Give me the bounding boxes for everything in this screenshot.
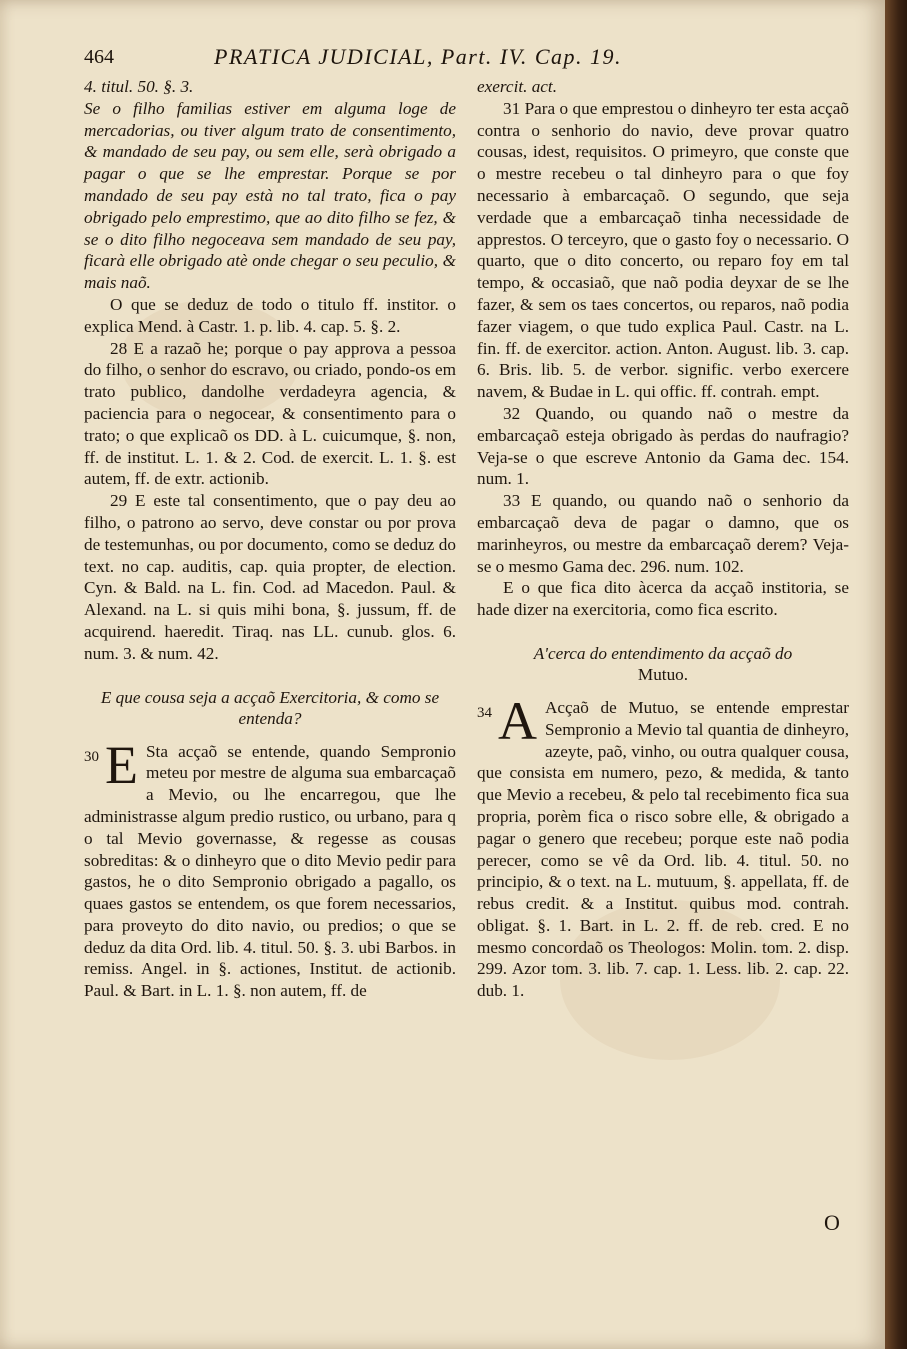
section-heading: E que cousa seja a acçaõ Exercitoria, & como se entenda? bbox=[100, 687, 440, 728]
paragraph-34 bbox=[477, 690, 849, 1002]
catchword: O bbox=[824, 1210, 840, 1235]
paragraph-number: 34 bbox=[477, 704, 492, 721]
drop-cap: E bbox=[105, 734, 138, 795]
paragraph-32: 32 Quando, ou quando naõ o mestre da embarcaçaõ esteja obrigado às perdas do naufragio? Veja-se o que escreve Antonio da Gama dec. 154. num. 1. bbox=[477, 403, 849, 489]
heading-line: Mutuo. bbox=[637, 664, 689, 684]
paragraph-28: 28 E a razaõ he; porque o pay approva a pessoa do filho, o senhor do escravo, ou criado, pondo-os em trato publico, dandolhe verdadeyra agencia, & paciencia para o negocear, & consentimento para o trato; o que explicaõ os DD. à L. cuicumque, §. non, ff. de institut. L. 1. & 2. Cod. de exercit. L. 1. §. est autem, ff. de extr. actionib. bbox=[84, 338, 456, 489]
paragraph-text: Sta acçaõ se entende, quando Sempronio meteu por mestre de alguma sua embarcaçaõ a Mevio, ou lhe encarregou, que lhe administrasse algum predio rustico, ou urbano, para q o tal Mevio governasse, & regesse as cousas sobreditas: & o dinheyro que o dito Mevio pedir para gastos, he o dito Sempronio obrigado a pagallo, os quaes gastos se entendem, os que forem necessarios, para proveyto do dito navio, ou predios; o que se deduz da dita Ord. lib. 4. titul. 50. §. 3. ubi Barbos. in remiss. Angel. in §. actiones, Institut. de actionib. Paul. & Bart. in L. 1. §. non autem, ff. de bbox=[84, 741, 456, 1001]
paragraph-text: Acçaõ de Mutuo, se entende emprestar Sempronio a Mevio tal quantia de dinheyro, azeyte, paõ, vinho, ou outra qualquer cousa, que consista em numero, pezo, & medida, & tanto que Mevio a recebeu, & pelo tal recebimento fica sua propria, porèm fica o risco sobre elle, & obrigado a pagar o genero que recebeu; porque este naõ podia perecer, como se vê da Ord. lib. 4. titul. 50. no principio, & o text. na L. mutuum, §. appellata, ff. de rebus credit. & a Institut. quibus mod. contrah. obligat. §. 1. Bart. in L. 2. ff. de reb. cred. E no mesmo concordaõ os Theologos: Molin. tom. 2. disp. 299. Azor tom. 3. lib. 7. cap. 1. Less. lib. 2. cap. 22. dub. 1. bbox=[477, 697, 849, 1001]
quoted-law: Se o filho familias estiver em alguma loge de mercadorias, ou tiver algum trato de consentimento, & mandado de seu pay, ou sem elle, serà obrigado a pagar o que se lhe emprestar. Porque se por mandado de seu pay està no tal trato, fica o pay obrigado pelo emprestimo, que ao dito filho se fez, & se o dito filho negoceava sem mandado de seu pay, ficarà elle obrigado atè onde chegar o seu peculio, & mais naõ. bbox=[84, 98, 456, 293]
left-column bbox=[84, 76, 456, 1002]
opening-reference: 4. titul. 50. §. 3. bbox=[84, 77, 194, 96]
page-number: 464 bbox=[84, 46, 114, 68]
book-edge bbox=[885, 0, 907, 1349]
paragraph-29: 29 E este tal consentimento, que o pay deu ao filho, o patrono ao servo, deve constar ou por prova de testemunhas, ou por documento, como se deduz do text. no cap. auditis, cap. quia propter, de election. Cyn. & Bald. na L. fin. Cod. ad Macedon. Paul. & Alexand. na L. si quis mihi bona, §. jussum, ff. de acquirend. haeredit. Tiraq. nas LL. cunub. glos. 6. num. 3. & num. 42. bbox=[84, 491, 456, 663]
paragraph-number: 30 bbox=[84, 748, 99, 765]
paragraph: O que se deduz de todo o titulo ff. institor. o explica Mend. à Castr. 1. p. lib. 4. cap. 5. §. 2. bbox=[84, 294, 456, 336]
paragraph-30 bbox=[84, 734, 456, 1003]
page-header bbox=[84, 44, 854, 74]
continuation-line: exercit. act. bbox=[477, 77, 558, 96]
section-heading bbox=[477, 643, 849, 685]
paragraph-33: 33 E quando, ou quando naõ o senhorio da embarcaçaõ deva de pagar o damno, que os marinheyros, ou mestre da embarcaçaõ derem? Veja-se o mesmo Gama dec. 296. num. 102. bbox=[477, 491, 849, 576]
paragraph-33b: E o que fica dito àcerca da acçaõ institoria, se hade dizer na exercitoria, como fica escrito. bbox=[477, 578, 849, 620]
running-head: PRATICA JUDICIAL, Part. IV. Cap. 19. bbox=[214, 44, 623, 69]
paragraph-31: 31 Para o que emprestou o dinheyro ter esta acçaõ contra o senhorio do navio, deve provar quatro cousas, idest, requisitos. O primeyro, que conste que o mestre recebeu o tal dinheyro para o que foy necessario à embarcaçaõ. O segundo, que seja verdade que a embarcaçaõ tinha necessidade de apprestos. O terceyro, que o gasto foy o necessario. O quarto, que o dito concerto, ou reparo foy em tal tempo, & occasiaõ, que naõ podia deyxar de se lhe fazer, & sem os taes concertos, ou reparos, naõ podia fazer viagem, o que tudo explica Paul. Castr. na L. fin. ff. de exercitor. action. Anton. August. lib. 3. cap. 6. Bris. lib. 5. de verbor. signific. verbo exercere navem, & Budae in L. qui offic. ff. contrah. empt. bbox=[477, 98, 849, 402]
right-column bbox=[477, 76, 849, 1002]
drop-cap: A bbox=[498, 690, 537, 751]
heading-line: A'cerca do entendimento da acçaõ do bbox=[533, 643, 793, 663]
